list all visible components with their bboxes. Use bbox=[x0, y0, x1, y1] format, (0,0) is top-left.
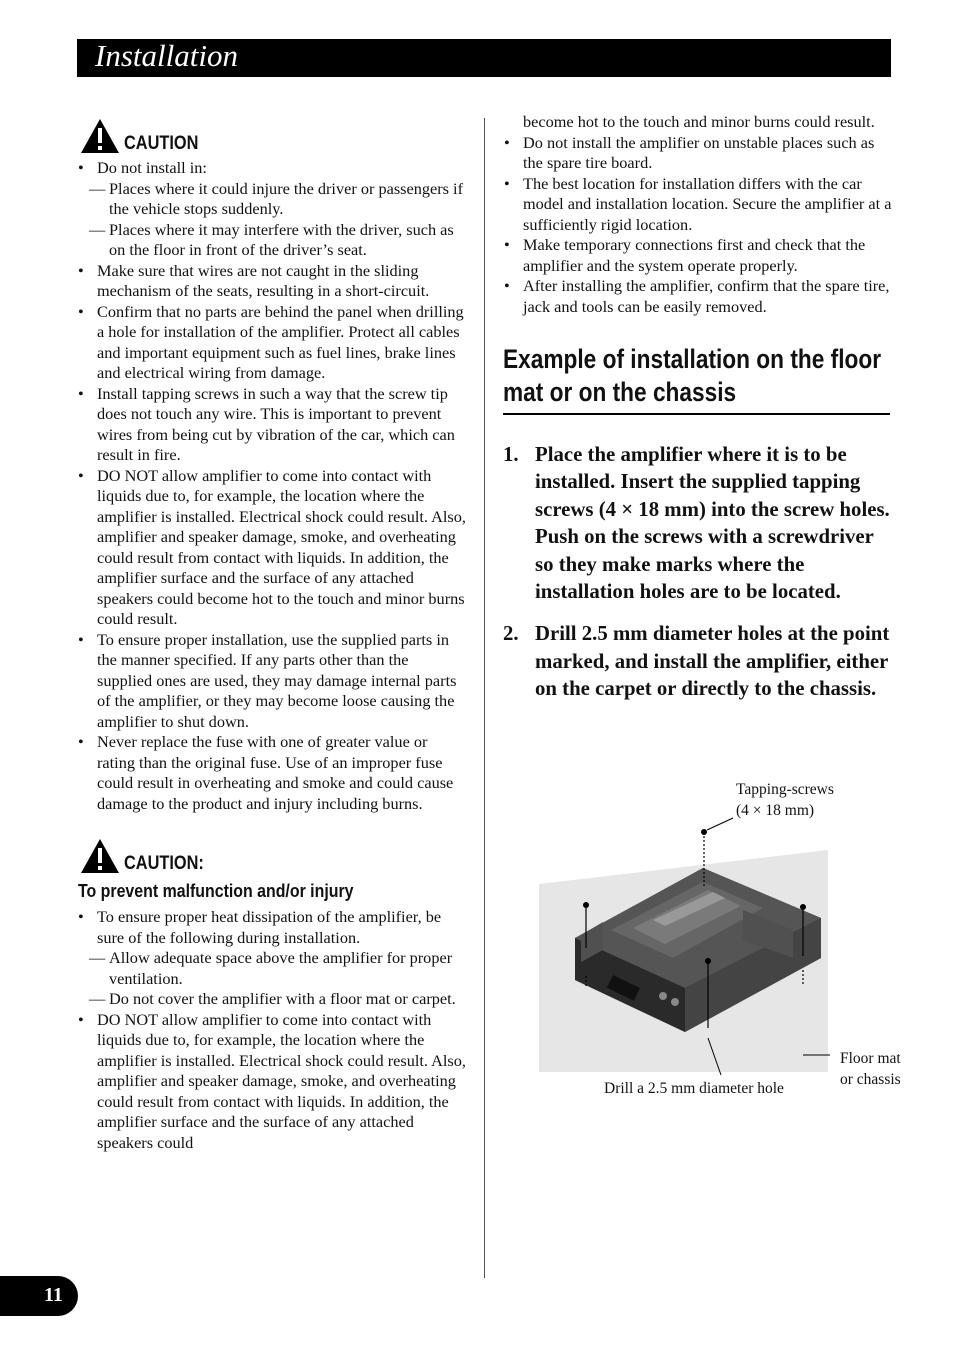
list-item: • To ensure proper installation, use the supplied parts in the manner specified. If any parts other than the supplied ones are used, they may damage internal parts of the amplifier, or they may become loose causing the amplifier to shut down. bbox=[77, 630, 467, 733]
list-item: • After installing the amplifier, confirm that the spare tire, jack and tools can be easily removed. bbox=[503, 276, 893, 317]
warning-icon bbox=[80, 118, 120, 154]
step-text: Place the amplifier where it is to be installed. Insert the supplied tapping screws (4 × 18 mm) into the screw holes. Push on the screws with a screwdriver so they make marks where the installation holes are to be located. bbox=[535, 443, 890, 604]
list-item: • Confirm that no parts are behind the panel when drilling a hole for installation of the amplifier. Protect all cables and important equipment such as fuel lines, brake lines and electrical wiring from damage. bbox=[77, 302, 467, 384]
page-number: 11 bbox=[44, 1284, 63, 1306]
section-heading: Example of installation on the floor mat or on the chassis bbox=[503, 344, 882, 407]
step-item bbox=[503, 441, 893, 605]
figure-label-floor: Floor mat bbox=[840, 1050, 901, 1067]
caution-list-2 bbox=[77, 907, 467, 1153]
figure-label-screws: Tapping-screws bbox=[736, 781, 834, 798]
figure-label-hole: Drill a 2.5 mm diameter hole bbox=[604, 1080, 784, 1097]
figure-label-screws-size: (4 × 18 mm) bbox=[736, 802, 815, 819]
screw-icon bbox=[705, 958, 711, 964]
caution-label: CAUTION bbox=[124, 133, 199, 154]
installation-figure bbox=[503, 770, 923, 1110]
list-item: • Never replace the fuse with one of greater value or rating than the original fuse. Use of an improper fuse could result in overheating and smoke and could cause damage to the product and injury including burns. bbox=[77, 732, 467, 814]
sub-list-item: — Places where it could injure the driver or passengers if the vehicle stops suddenly. bbox=[77, 179, 467, 220]
list-item: • To ensure proper heat dissipation of the amplifier, be sure of the following during installation. — Allow adequate space above the amplifier for proper ventilation. — Do not cover the amplifier with a floor mat or carpet. bbox=[77, 907, 467, 1010]
list-item: • Install tapping screws in such a way that the screw tip does not touch any wire. This is important to prevent wires from being cut by vibration of the car, which can result in fire. bbox=[77, 384, 467, 466]
list-item: • DO NOT allow amplifier to come into contact with liquids due to, for example, the location where the amplifier is installed. Electrical shock could result. Also, amplifier and speaker damage, smoke, and overheating could result from contact with liquids. In addition, the amplifier surface and the surface of any attached speakers could become hot to the touch and minor burns could result. bbox=[77, 466, 467, 630]
screw-icon bbox=[800, 904, 806, 910]
list-item: • Make temporary connections first and check that the amplifier and the system operate properly. bbox=[503, 235, 893, 276]
steps-list bbox=[503, 441, 893, 703]
screw-icon bbox=[701, 829, 707, 835]
heading-rule bbox=[503, 413, 890, 415]
step-number: 1. bbox=[503, 443, 519, 466]
sub-list bbox=[77, 948, 467, 1010]
caution-heading-2 bbox=[77, 838, 467, 874]
figure-label-floor-2: or chassis bbox=[840, 1071, 901, 1088]
list-item: • Make sure that wires are not caught in the sliding mechanism of the seats, resulting in a short-circuit. bbox=[77, 261, 467, 302]
page-number-tab bbox=[0, 1276, 78, 1316]
left-column bbox=[77, 118, 467, 1153]
continued-text: become hot to the touch and minor burns could result. bbox=[523, 112, 875, 131]
list-item: • Do not install the amplifier on unstable places such as the spare tire board. bbox=[503, 133, 893, 174]
warning-icon bbox=[80, 838, 120, 874]
column-divider bbox=[484, 118, 485, 1278]
header-bar bbox=[77, 39, 891, 77]
step-text: Drill 2.5 mm diameter holes at the point marked, and install the amplifier, either on the carpet or directly to the chassis. bbox=[535, 622, 890, 701]
page-title: Installation bbox=[95, 38, 238, 73]
sub-list-item: — Places where it may interfere with the driver, such as on the floor in front of the driver’s seat. bbox=[77, 220, 467, 261]
list-item: • Do not install in: — Places where it could injure the driver or passengers if the vehicle stops suddenly. — Places where it may interfere with the driver, such as on the floor in front of the driver’s seat. bbox=[77, 158, 467, 261]
list-item: • The best location for installation differs with the car model and installation location. Secure the amplifier at a sufficiently rigid location. bbox=[503, 174, 893, 236]
step-number: 2. bbox=[503, 622, 519, 646]
caution-subheading: To prevent malfunction and/or injury bbox=[78, 880, 354, 901]
sub-list-item: — Do not cover the amplifier with a floor mat or carpet. bbox=[77, 989, 467, 1010]
screw-icon bbox=[583, 902, 589, 908]
caution-label: CAUTION: bbox=[124, 853, 204, 874]
right-column bbox=[503, 112, 893, 718]
list-item: • DO NOT allow amplifier to come into contact with liquids due to, for example, the location where the amplifier is installed. Electrical shock could result. Also, amplifier and speaker damage, smoke, and overheating could result from contact with liquids. In addition, the amplifier surface and the surface of any attached speakers could bbox=[77, 1010, 467, 1154]
sub-list bbox=[77, 179, 467, 261]
sub-list-item: — Allow adequate space above the amplifier for proper ventilation. bbox=[77, 948, 467, 989]
step-item bbox=[503, 620, 893, 702]
caution-list bbox=[77, 158, 467, 814]
caution-heading bbox=[77, 118, 467, 154]
caution-list-continued bbox=[503, 133, 893, 318]
